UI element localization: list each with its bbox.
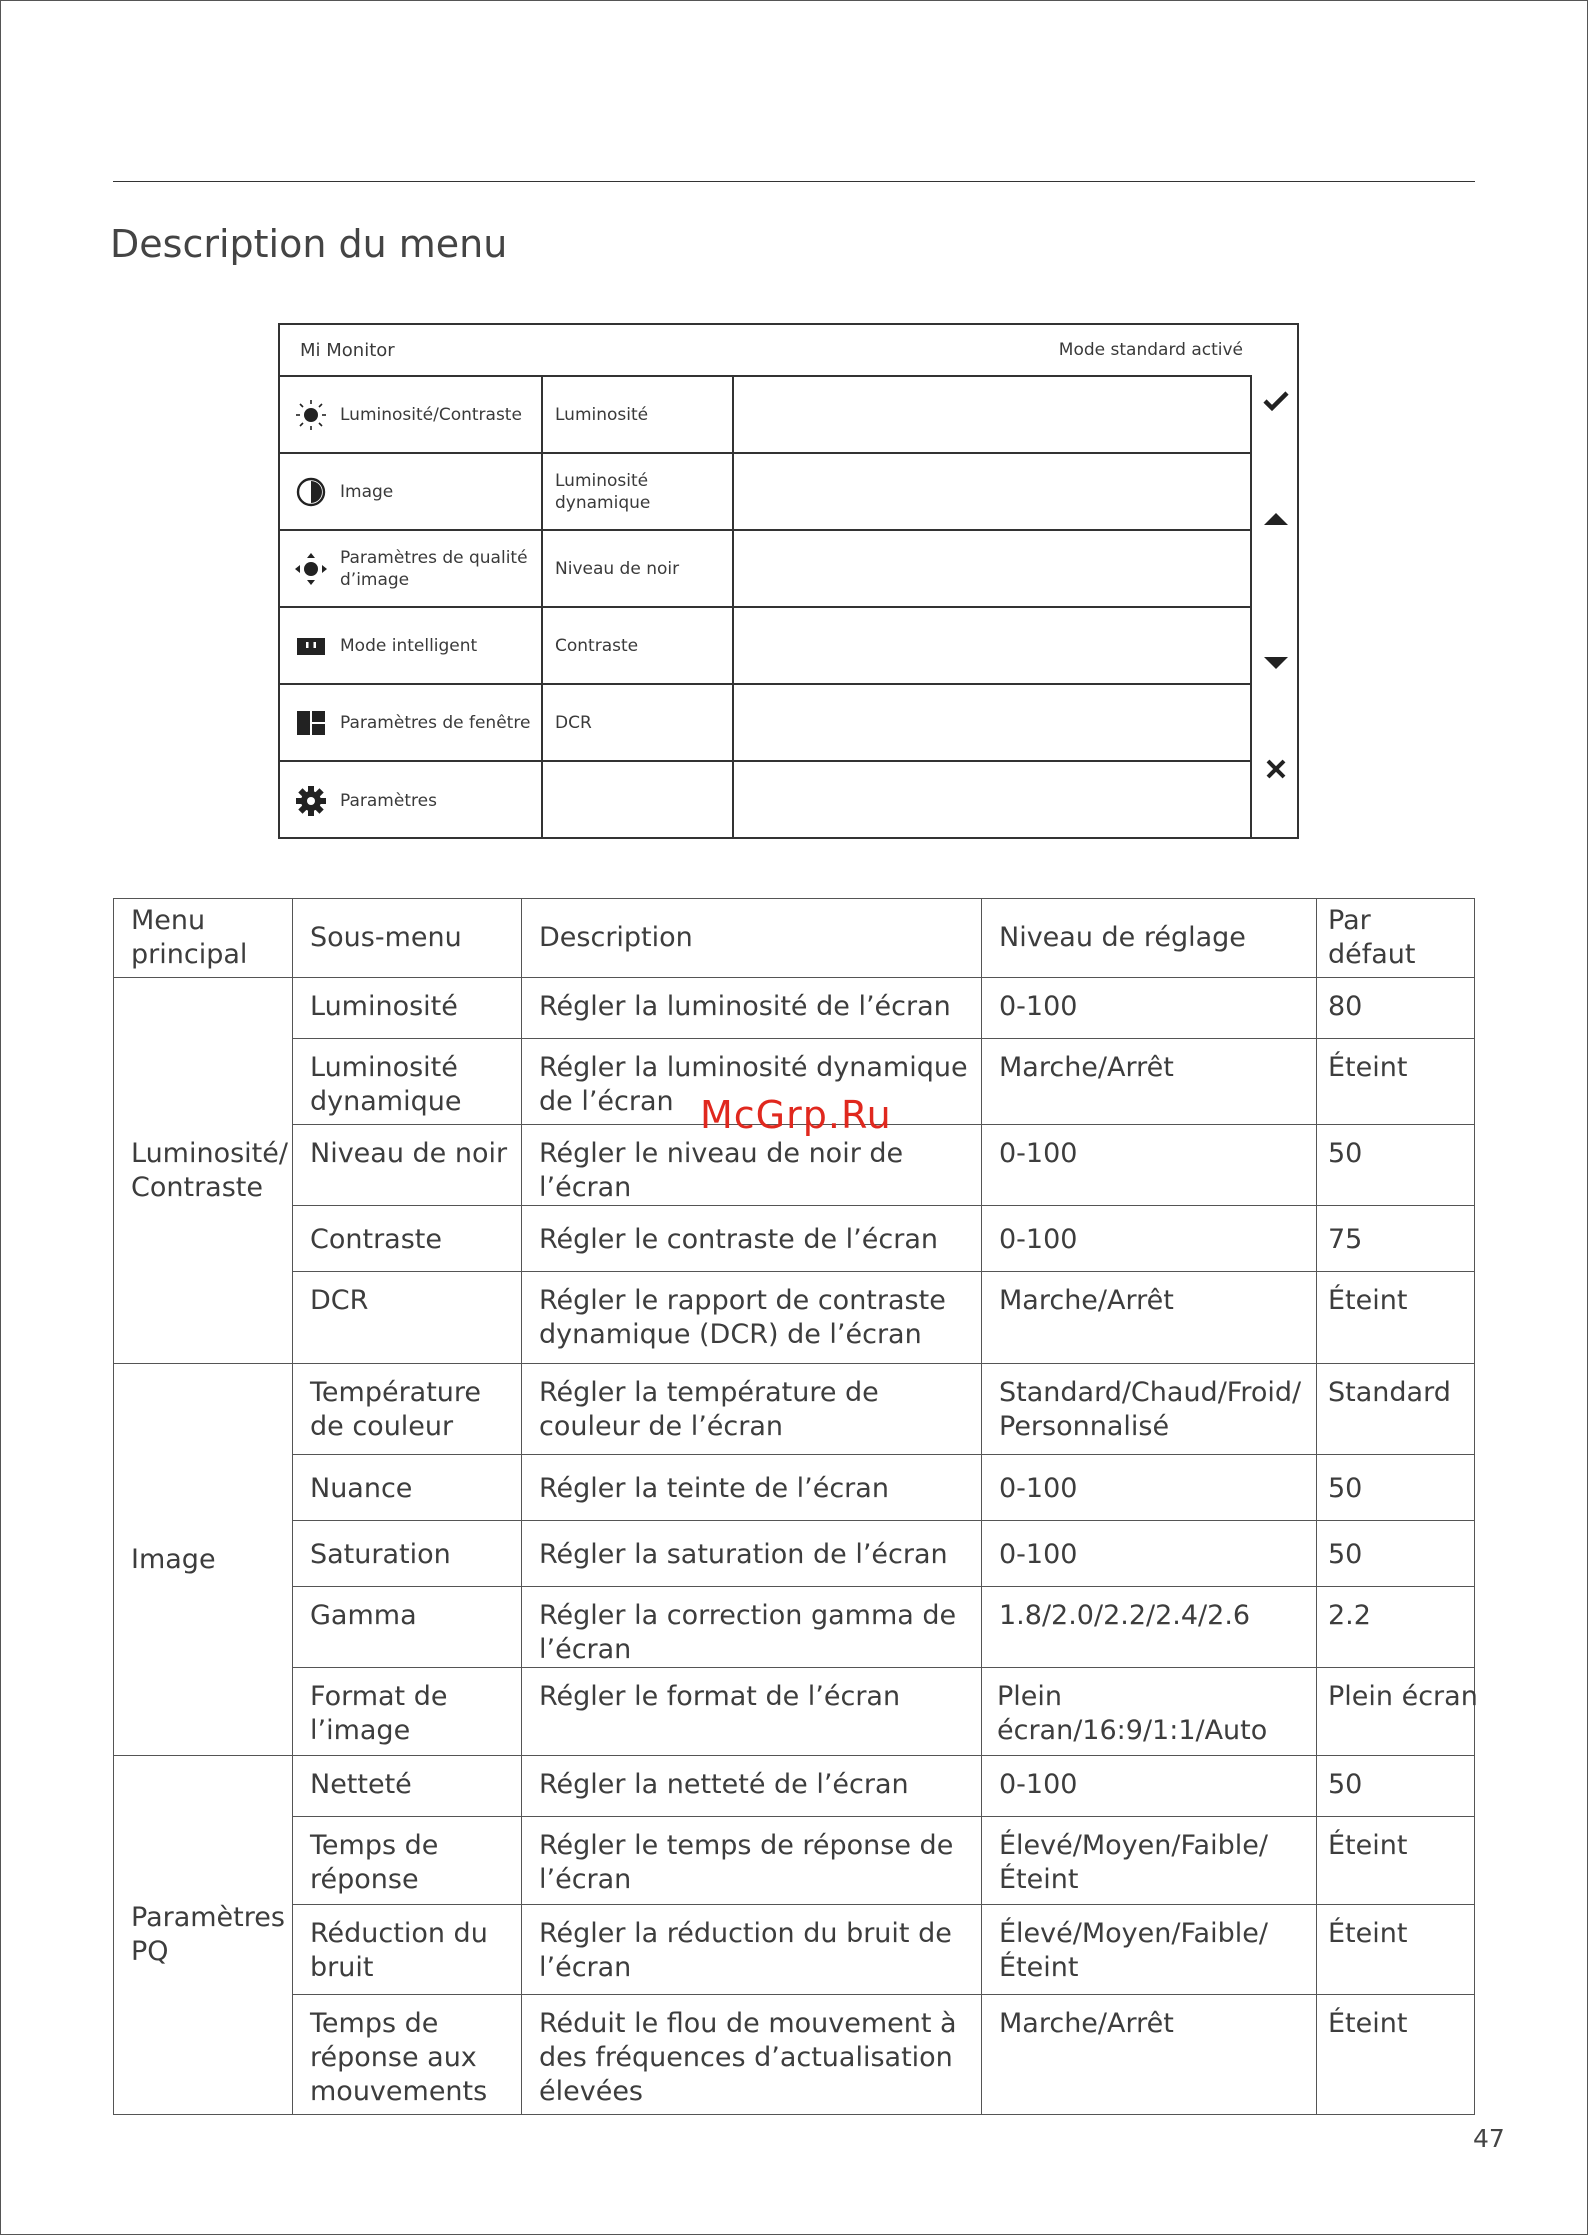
table-row (114, 1756, 1475, 1817)
gear-icon (294, 784, 328, 818)
osd-sub-item: DCR (543, 685, 734, 760)
desc-cell: Régler le contraste de l’écran (522, 1206, 982, 1272)
level-cell: Marche/Arrêt (982, 1272, 1317, 1364)
sub-cell: DCR (293, 1272, 522, 1364)
level-cell: Marche/Arrêt (982, 1995, 1317, 2115)
osd-row (280, 762, 1250, 839)
table-row (114, 1905, 1475, 1995)
osd-main-label: Luminosité/Contraste (340, 404, 522, 425)
arrow-up-icon (1256, 499, 1296, 539)
desc-cell: Régler le rapport de contraste dynamique (DCR) de l’écran (522, 1272, 982, 1364)
level-cell: Élevé/Moyen/Faible/ Éteint (982, 1817, 1317, 1905)
desc-cell: Régler le temps de réponse de l’écran (522, 1817, 982, 1905)
group-main-cell: Luminosité/ Contraste (114, 978, 293, 1364)
osd-sub-item: Contraste (543, 608, 734, 683)
table-row (114, 978, 1475, 1039)
sub-cell: Niveau de noir (293, 1125, 522, 1206)
level-cell: 1.8/2.0/2.2/2.4/2.6 (982, 1587, 1317, 1668)
top-rule (113, 181, 1475, 182)
osd-mode-status: Mode standard activé (1058, 340, 1243, 360)
desc-cell: Régler la netteté de l’écran (522, 1756, 982, 1817)
desc-cell: Régler le niveau de noir de l’écran (522, 1125, 982, 1206)
sub-cell: Format de l’image (293, 1668, 522, 1756)
osd-main-label: Paramètres de fenêtre (340, 712, 531, 733)
osd-main-label: Image (340, 481, 394, 502)
table-row (114, 1364, 1475, 1455)
contrast-circle-icon (294, 475, 328, 509)
level-cell: Plein écran/16:9/1:1/Auto (982, 1668, 1317, 1756)
desc-cell: Régler la réduction du bruit de l’écran (522, 1905, 982, 1995)
window-layout-icon (294, 706, 328, 740)
default-cell: Éteint (1317, 1905, 1475, 1995)
osd-row (280, 531, 1250, 608)
osd-main-item (280, 685, 543, 760)
default-cell: Standard (1317, 1364, 1475, 1455)
default-cell: Éteint (1317, 1995, 1475, 2115)
default-cell: 50 (1317, 1521, 1475, 1587)
osd-main-label: Paramètres de qualité d’image (340, 547, 528, 590)
table-row (114, 1455, 1475, 1521)
header-description: Description (522, 899, 982, 978)
dpad-icon (294, 552, 328, 586)
desc-cell: Régler la saturation de l’écran (522, 1521, 982, 1587)
osd-main-item (280, 454, 543, 529)
header-niveau: Niveau de réglage (982, 899, 1317, 978)
table-row (114, 1206, 1475, 1272)
osd-brand: Mi Monitor (300, 340, 395, 361)
osd-main-item (280, 762, 543, 839)
desc-cell: Régler la correction gamma de l’écran (522, 1587, 982, 1668)
level-cell: Élevé/Moyen/Faible/ Éteint (982, 1905, 1317, 1995)
osd-sub-item (543, 762, 734, 839)
level-cell: Standard/Chaud/Froid/ Personnalisé (982, 1364, 1317, 1455)
desc-cell: Réduit le flou de mouvement à des fréquences d’actualisation élevées (522, 1995, 982, 2115)
default-cell: 50 (1317, 1756, 1475, 1817)
sub-cell: Netteté (293, 1756, 522, 1817)
default-cell: Plein écran (1317, 1668, 1475, 1756)
desc-cell: Régler le format de l’écran (522, 1668, 982, 1756)
osd-row (280, 454, 1250, 531)
header-sous-menu: Sous-menu (293, 899, 522, 978)
table-row (114, 1587, 1475, 1668)
table-row (114, 1995, 1475, 2115)
osd-sub-item: Luminosité dynamique (543, 454, 734, 529)
table-row (114, 1668, 1475, 1756)
osd-main-label: Mode intelligent (340, 635, 478, 656)
level-cell: Marche/Arrêt (982, 1039, 1317, 1125)
default-cell: 50 (1317, 1455, 1475, 1521)
smart-mode-icon (294, 629, 328, 663)
sub-cell: Saturation (293, 1521, 522, 1587)
sub-cell: Luminosité (293, 978, 522, 1039)
osd-main-item (280, 531, 543, 606)
osd-menu-illustration (278, 323, 1299, 839)
osd-main-label: Paramètres (340, 790, 437, 811)
default-cell: 2.2 (1317, 1587, 1475, 1668)
arrow-down-icon (1256, 643, 1296, 683)
sub-cell: Gamma (293, 1587, 522, 1668)
desc-cell: Régler la température de couleur de l’écran (522, 1364, 982, 1455)
table-row (114, 1272, 1475, 1364)
desc-cell: Régler la teinte de l’écran (522, 1455, 982, 1521)
table-row (114, 1817, 1475, 1905)
table-header-row (114, 899, 1475, 978)
header-par-defaut: Par défaut (1317, 899, 1475, 978)
table-row (114, 1521, 1475, 1587)
default-cell: 80 (1317, 978, 1475, 1039)
sub-cell: Contraste (293, 1206, 522, 1272)
level-cell: 0-100 (982, 1125, 1317, 1206)
check-icon (1256, 381, 1296, 421)
level-cell: 0-100 (982, 978, 1317, 1039)
page-title: Description du menu (110, 222, 508, 266)
desc-cell: Régler la luminosité de l’écran (522, 978, 982, 1039)
osd-sub-item: Luminosité (543, 377, 734, 452)
level-cell: 0-100 (982, 1455, 1317, 1521)
osd-main-item (280, 608, 543, 683)
osd-row (280, 608, 1250, 685)
sub-cell: Temps de réponse aux mouvements (293, 1995, 522, 2115)
sub-cell: Temps de réponse (293, 1817, 522, 1905)
default-cell: Éteint (1317, 1039, 1475, 1125)
menu-description-table (113, 898, 1478, 2115)
sub-cell: Réduction du bruit (293, 1905, 522, 1995)
osd-header (280, 325, 1297, 375)
sub-cell: Nuance (293, 1455, 522, 1521)
sub-cell: Luminosité dynamique (293, 1039, 522, 1125)
close-icon (1256, 749, 1296, 789)
watermark: McGrp.Ru (700, 1093, 892, 1137)
level-cell: 0-100 (982, 1756, 1317, 1817)
osd-row (280, 685, 1250, 762)
desc-cell: Régler la luminosité dynamique de l’écran (522, 1039, 982, 1125)
group-main-cell: Paramètres PQ (114, 1756, 293, 2115)
osd-row (280, 377, 1250, 454)
sub-cell: Température de couleur (293, 1364, 522, 1455)
osd-sub-item: Niveau de noir (543, 531, 734, 606)
level-cell: 0-100 (982, 1206, 1317, 1272)
header-menu-principal: Menu principal (114, 899, 293, 978)
default-cell: 75 (1317, 1206, 1475, 1272)
default-cell: Éteint (1317, 1817, 1475, 1905)
osd-grid (280, 375, 1252, 837)
osd-main-item (280, 377, 543, 452)
default-cell: 50 (1317, 1125, 1475, 1206)
level-cell: 0-100 (982, 1521, 1317, 1587)
default-cell: Éteint (1317, 1272, 1475, 1364)
group-main-cell: Image (114, 1364, 293, 1756)
page-number: 47 (1473, 2124, 1505, 2153)
sun-icon (294, 398, 328, 432)
